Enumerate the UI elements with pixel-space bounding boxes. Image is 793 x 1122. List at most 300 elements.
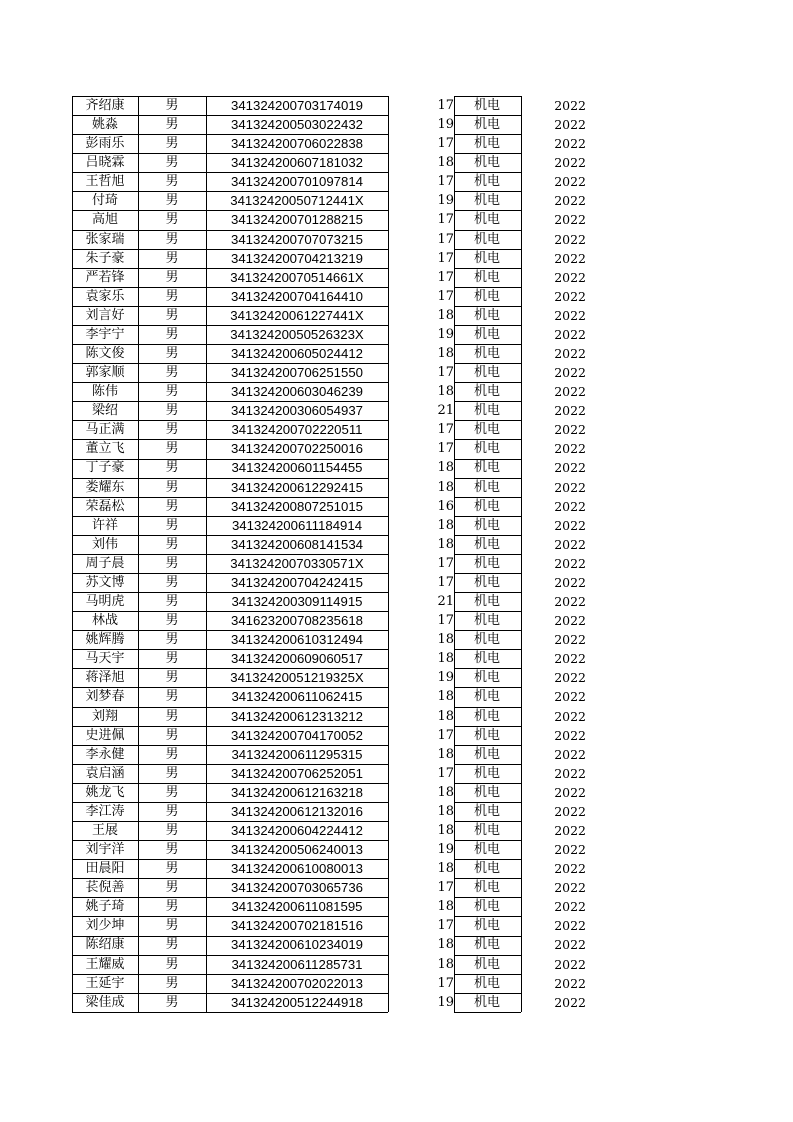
grid-line (72, 153, 388, 154)
gender-cell: 男 (165, 842, 179, 858)
age-cell: 19 (437, 842, 454, 858)
age-cell: 17 (437, 574, 454, 590)
gender-cell: 男 (165, 880, 179, 896)
grid-line (72, 134, 388, 135)
age-cell: 16 (437, 498, 454, 514)
id-number-cell: 341324200611285731 (231, 956, 363, 972)
age-cell: 19 (437, 670, 454, 686)
grid-line (72, 497, 388, 498)
grid-line (72, 783, 388, 784)
grid-line (454, 955, 521, 956)
table-row (72, 802, 602, 821)
grid-line (72, 363, 388, 364)
table-row (72, 249, 602, 268)
year-cell: 2022 (554, 632, 586, 648)
id-number-cell: 34132420061227441X (230, 307, 364, 323)
table-row (72, 897, 602, 916)
major-cell: 机电 (473, 460, 500, 476)
age-cell: 18 (437, 155, 454, 171)
grid-line (72, 687, 388, 688)
gender-cell: 男 (165, 422, 179, 438)
grid-line (454, 726, 521, 727)
age-cell: 17 (437, 918, 454, 934)
year-cell: 2022 (554, 250, 586, 266)
table-row (72, 401, 602, 420)
student-name-cell: 袁启涵 (85, 765, 125, 781)
table-row (72, 344, 602, 363)
major-cell: 机电 (473, 746, 500, 762)
major-cell: 机电 (473, 307, 500, 323)
age-cell: 18 (437, 632, 454, 648)
major-cell: 机电 (473, 365, 500, 381)
gender-cell: 男 (165, 403, 179, 419)
student-name-cell: 苏文博 (85, 574, 125, 590)
student-name-cell: 丁子豪 (85, 460, 125, 476)
age-cell: 17 (437, 250, 454, 266)
grid-line (72, 649, 388, 650)
grid-line (454, 306, 521, 307)
id-number-cell: 341324200702250016 (230, 441, 364, 457)
major-cell: 机电 (473, 784, 500, 800)
id-number-cell: 341324200601154455 (231, 460, 363, 476)
major-cell: 机电 (473, 422, 500, 438)
gender-cell: 男 (165, 479, 179, 495)
table-row (72, 974, 602, 993)
gender-cell: 男 (165, 803, 179, 819)
student-name-cell: 姚龙飞 (85, 784, 125, 800)
id-number-cell: 341324200610234019 (230, 937, 364, 953)
age-cell: 18 (437, 803, 454, 819)
id-number-cell: 341324200701097814 (230, 174, 364, 190)
major-cell: 机电 (473, 994, 500, 1010)
grid-line (454, 153, 521, 154)
student-name-cell: 刘翔 (91, 708, 118, 724)
grid-line (72, 936, 388, 937)
grid-line (454, 630, 521, 631)
major-cell: 机电 (473, 250, 500, 266)
table-row (72, 497, 602, 516)
student-name-cell: 田晨阳 (85, 861, 125, 877)
student-name-cell: 陈绍康 (85, 937, 125, 953)
major-cell: 机电 (473, 861, 500, 877)
major-cell: 机电 (473, 288, 500, 304)
grid-line (72, 802, 388, 803)
grid-line (454, 191, 521, 192)
gender-cell: 男 (165, 269, 179, 285)
gender-cell: 男 (165, 98, 179, 113)
grid-line (454, 478, 521, 479)
grid-line (72, 859, 388, 860)
major-cell: 机电 (473, 937, 500, 953)
student-name-cell: 严若锋 (85, 269, 125, 285)
gender-cell: 男 (165, 708, 179, 724)
table-row (72, 134, 602, 153)
major-cell: 机电 (473, 613, 500, 629)
gender-cell: 男 (165, 784, 179, 800)
major-cell: 机电 (473, 326, 500, 342)
gender-cell: 男 (165, 384, 179, 400)
grid-line (72, 1012, 388, 1013)
major-cell: 机电 (473, 346, 500, 362)
grid-line (72, 630, 388, 631)
student-name-cell: 马天宇 (85, 651, 125, 667)
student-name-cell: 彭雨乐 (85, 136, 125, 152)
grid-line (454, 439, 521, 440)
student-name-cell: 齐绍康 (85, 98, 125, 113)
id-number-cell: 341324200704170052 (230, 727, 364, 743)
age-cell: 18 (437, 956, 454, 972)
major-cell: 机电 (473, 918, 500, 934)
table-row (72, 745, 602, 764)
grid-line (454, 840, 521, 841)
age-cell: 17 (437, 365, 454, 381)
grid-line (454, 382, 521, 383)
student-name-cell: 刘宇洋 (85, 842, 125, 858)
grid-line (72, 420, 388, 421)
major-cell: 机电 (473, 555, 500, 571)
grid-line (72, 287, 388, 288)
gender-cell: 男 (165, 632, 179, 648)
major-cell: 机电 (473, 651, 500, 667)
year-cell: 2022 (554, 842, 586, 858)
age-cell: 18 (437, 822, 454, 838)
id-number-cell: 341623200708235618 (230, 613, 364, 629)
table-row (72, 268, 602, 287)
grid-line (72, 592, 388, 593)
grid-line (72, 821, 388, 822)
age-cell: 18 (437, 861, 454, 877)
grid-line (454, 745, 521, 746)
age-cell: 18 (437, 708, 454, 724)
grid-line (454, 497, 521, 498)
grid-line (454, 172, 521, 173)
year-cell: 2022 (554, 651, 586, 667)
grid-line (454, 420, 521, 421)
grid-line (72, 878, 388, 879)
student-name-cell: 梁绍 (91, 403, 118, 419)
student-name-cell: 付琦 (91, 193, 118, 209)
id-number-cell: 341324200807251015 (230, 498, 364, 514)
year-cell: 2022 (554, 441, 586, 457)
table-row (72, 668, 602, 687)
major-cell: 机电 (473, 536, 500, 552)
table-row (72, 172, 602, 191)
grid-line (454, 573, 521, 574)
age-cell: 19 (437, 193, 454, 209)
year-cell: 2022 (554, 594, 586, 610)
student-name-cell: 刘言好 (85, 307, 125, 323)
id-number-cell: 341324200605024412 (230, 346, 364, 362)
major-cell: 机电 (473, 670, 500, 686)
gender-cell: 男 (165, 613, 179, 629)
id-number-cell: 341324200611295315 (231, 746, 363, 762)
student-name-cell: 姚子琦 (85, 899, 125, 915)
grid-line (72, 210, 388, 211)
major-cell: 机电 (473, 117, 500, 133)
age-cell: 17 (437, 422, 454, 438)
grid-line (72, 707, 388, 708)
grid-line (454, 535, 521, 536)
grid-line (72, 668, 388, 669)
age-cell: 17 (437, 98, 454, 113)
age-cell: 18 (437, 899, 454, 915)
grid-line (72, 459, 388, 460)
year-cell: 2022 (554, 136, 586, 152)
gender-cell: 男 (165, 670, 179, 686)
student-name-cell: 刘伟 (91, 536, 118, 552)
grid-line (72, 439, 388, 440)
grid-line (454, 459, 521, 460)
year-cell: 2022 (554, 803, 586, 819)
id-number-cell: 341324200706022838 (230, 136, 364, 152)
year-cell: 2022 (554, 784, 586, 800)
major-cell: 机电 (473, 880, 500, 896)
age-cell: 17 (437, 288, 454, 304)
age-cell: 17 (437, 136, 454, 152)
table-row (72, 573, 602, 592)
year-cell: 2022 (554, 708, 586, 724)
id-number-cell: 341324200612313212 (230, 708, 364, 724)
student-name-cell: 郭家顺 (85, 365, 125, 381)
table-row (72, 535, 602, 554)
grid-line (454, 325, 521, 326)
age-cell: 17 (437, 269, 454, 285)
table-row (72, 439, 602, 458)
gender-cell: 男 (165, 250, 179, 266)
grid-line (454, 821, 521, 822)
gender-cell: 男 (165, 822, 179, 838)
year-cell: 2022 (554, 98, 586, 113)
table-row (72, 764, 602, 783)
table-row (72, 859, 602, 878)
gender-cell: 男 (165, 765, 179, 781)
age-cell: 18 (437, 937, 454, 953)
year-cell: 2022 (554, 422, 586, 438)
student-name-cell: 王展 (91, 822, 118, 838)
table-row (72, 993, 602, 1012)
table-row (72, 191, 602, 210)
student-name-cell: 张家瑞 (85, 231, 125, 247)
grid-line (454, 916, 521, 917)
grid-line (454, 363, 521, 364)
age-cell: 18 (437, 689, 454, 705)
id-number-cell: 341324200610080013 (230, 861, 364, 877)
table-row (72, 840, 602, 859)
grid-line (454, 1012, 521, 1013)
grid-line (454, 344, 521, 345)
gender-cell: 男 (165, 212, 179, 228)
student-name-cell: 马明虎 (85, 594, 125, 610)
grid-line (454, 134, 521, 135)
gender-cell: 男 (165, 460, 179, 476)
grid-line (72, 726, 388, 727)
major-cell: 机电 (473, 155, 500, 171)
table-row (72, 935, 602, 954)
id-number-cell: 341324200706252051 (230, 765, 364, 781)
major-cell: 机电 (473, 899, 500, 915)
grid-line (72, 191, 388, 192)
student-name-cell: 娄耀东 (85, 479, 125, 495)
id-number-cell: 341324200506240013 (230, 842, 364, 858)
student-name-cell: 陈文俊 (85, 346, 125, 362)
major-cell: 机电 (473, 403, 500, 419)
grid-line (72, 535, 388, 536)
age-cell: 18 (437, 479, 454, 495)
grid-line (454, 249, 521, 250)
student-name-cell: 朱子豪 (85, 250, 125, 266)
table-row (72, 955, 602, 974)
major-cell: 机电 (473, 384, 500, 400)
major-cell: 机电 (473, 956, 500, 972)
major-cell: 机电 (473, 193, 500, 209)
year-cell: 2022 (554, 403, 586, 419)
year-cell: 2022 (554, 384, 586, 400)
student-name-cell: 袁家乐 (85, 288, 125, 304)
id-number-cell: 341324200701288215 (230, 212, 364, 228)
table-row (72, 592, 602, 611)
student-name-cell: 马正满 (85, 422, 125, 438)
gender-cell: 男 (165, 117, 179, 133)
table-row (72, 687, 602, 706)
grid-line (72, 249, 388, 250)
table-row (72, 210, 602, 229)
gender-cell: 男 (165, 346, 179, 362)
student-name-cell: 荣磊松 (85, 498, 125, 514)
age-cell: 18 (437, 384, 454, 400)
grid-line (454, 783, 521, 784)
student-name-cell: 姚淼 (91, 117, 118, 133)
age-cell: 17 (437, 975, 454, 991)
grid-line (454, 401, 521, 402)
student-name-cell: 梁佳成 (85, 994, 125, 1010)
id-number-cell: 341324200610312494 (230, 632, 364, 648)
major-cell: 机电 (473, 822, 500, 838)
gender-cell: 男 (165, 307, 179, 323)
table-row (72, 458, 602, 477)
grid-line (72, 554, 388, 555)
id-number-cell: 341324200702181516 (230, 918, 364, 934)
gender-cell: 男 (165, 193, 179, 209)
grid-line (72, 478, 388, 479)
gender-cell: 男 (165, 994, 179, 1010)
gender-cell: 男 (165, 136, 179, 152)
gender-cell: 男 (165, 689, 179, 705)
gender-cell: 男 (165, 574, 179, 590)
year-cell: 2022 (554, 670, 586, 686)
id-number-cell: 341324200604224412 (230, 822, 364, 838)
grid-line (72, 955, 388, 956)
major-cell: 机电 (473, 441, 500, 457)
grid-line (72, 897, 388, 898)
id-number-cell: 341324200706251550 (230, 365, 364, 381)
year-cell: 2022 (554, 918, 586, 934)
student-name-cell: 王延宇 (85, 975, 125, 991)
grid-line (454, 936, 521, 937)
major-cell: 机电 (473, 632, 500, 648)
major-cell: 机电 (473, 269, 500, 285)
gender-cell: 男 (165, 861, 179, 877)
grid-line (454, 230, 521, 231)
id-number-cell: 341324200503022432 (230, 117, 364, 133)
year-cell: 2022 (554, 975, 586, 991)
id-number-cell: 341324200306054937 (230, 403, 364, 419)
grid-line (454, 115, 521, 116)
gender-cell: 男 (165, 155, 179, 171)
student-name-cell: 高旭 (91, 212, 118, 228)
grid-line (454, 268, 521, 269)
student-name-cell: 苌倪善 (85, 880, 125, 896)
age-cell: 18 (437, 517, 454, 533)
major-cell: 机电 (473, 174, 500, 190)
table-row (72, 649, 602, 668)
id-number-cell: 341324200702022013 (230, 975, 364, 991)
age-cell: 17 (437, 231, 454, 247)
major-cell: 机电 (473, 98, 500, 113)
major-cell: 机电 (473, 765, 500, 781)
age-cell: 18 (437, 460, 454, 476)
student-name-cell: 蒋泽旭 (85, 670, 125, 686)
student-name-cell: 姚辉腾 (85, 632, 125, 648)
grid-line (454, 993, 521, 994)
table-row (72, 821, 602, 840)
grid-line (454, 764, 521, 765)
year-cell: 2022 (554, 307, 586, 323)
student-name-cell: 王哲旭 (85, 174, 125, 190)
student-name-cell: 周子晨 (85, 555, 125, 571)
grid-line (72, 993, 388, 994)
grid-line (454, 974, 521, 975)
grid-line (72, 382, 388, 383)
student-name-cell: 李永健 (85, 746, 125, 762)
year-cell: 2022 (554, 326, 586, 342)
id-number-cell: 341324200309114915 (231, 594, 363, 610)
table-row (72, 230, 602, 249)
grid-line (454, 96, 521, 97)
student-name-cell: 刘梦春 (85, 689, 125, 705)
table-row (72, 726, 602, 745)
table-row (72, 783, 602, 802)
gender-cell: 男 (165, 365, 179, 381)
table-row (72, 916, 602, 935)
year-cell: 2022 (554, 479, 586, 495)
major-cell: 机电 (473, 498, 500, 514)
grid-line (388, 96, 389, 1012)
id-number-cell: 34132420051219325X (230, 670, 364, 686)
gender-cell: 男 (165, 441, 179, 457)
year-cell: 2022 (554, 365, 586, 381)
year-cell: 2022 (554, 861, 586, 877)
id-number-cell: 341324200703174019 (230, 98, 364, 113)
year-cell: 2022 (554, 231, 586, 247)
grid-line (454, 287, 521, 288)
id-number-cell: 341324200703065736 (230, 880, 364, 896)
table-row (72, 363, 602, 382)
year-cell: 2022 (554, 765, 586, 781)
table-row (72, 115, 602, 134)
year-cell: 2022 (554, 517, 586, 533)
age-cell: 21 (437, 594, 454, 610)
grid-line (72, 306, 388, 307)
year-cell: 2022 (554, 212, 586, 228)
id-number-cell: 34132420050712441X (230, 193, 364, 209)
major-cell: 机电 (473, 479, 500, 495)
grid-line (72, 916, 388, 917)
grid-line (454, 516, 521, 517)
gender-cell: 男 (165, 975, 179, 991)
year-cell: 2022 (554, 689, 586, 705)
grid-line (72, 96, 388, 97)
id-number-cell: 341324200603046239 (230, 384, 364, 400)
